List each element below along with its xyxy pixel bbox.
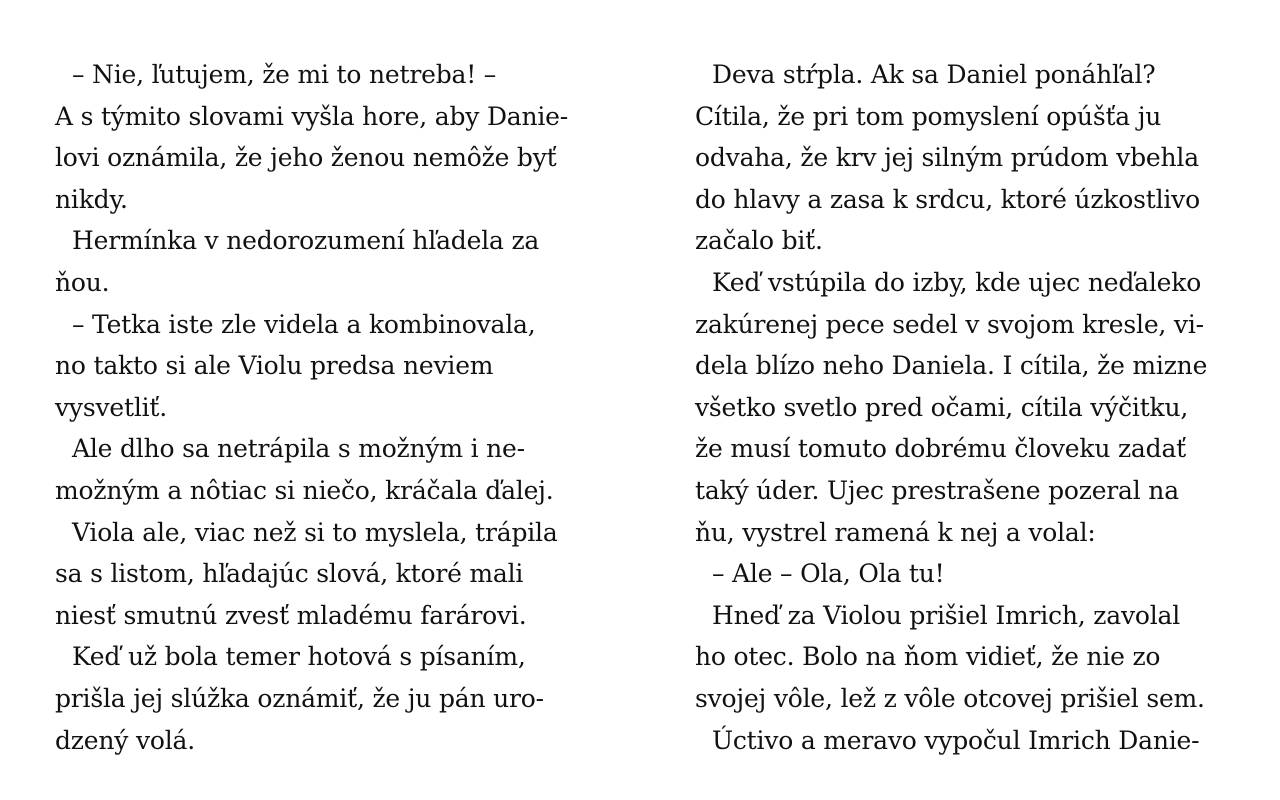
text-line: že musí tomuto dobrému človeku zadať	[695, 434, 1186, 464]
text-line: ňou.	[55, 267, 110, 297]
text-line: všetko svetlo pred očami, cítila výčitku,	[695, 392, 1189, 422]
text-line: začalo biť.	[695, 226, 823, 256]
left-page[interactable]	[55, 54, 615, 761]
text-line: Hermínka v nedorozumení hľadela za	[72, 226, 540, 256]
text-line: nikdy.	[55, 184, 128, 214]
text-line: vysvetliť.	[55, 392, 168, 422]
text-line: odvaha, že krv jej silným prúdom vbehla	[695, 143, 1199, 173]
text-line: Keď už bola temer hotová s písaním,	[72, 642, 526, 672]
text-line: ňu, vystrel ramená k nej a volal:	[695, 517, 1096, 547]
text-line: svojej vôle, lež z vôle otcovej prišiel sem.	[695, 683, 1205, 713]
text-line: – Ale – Ola, Ola tu!	[712, 559, 945, 589]
text-line: prišla jej slúžka oznámiť, že ju pán uro-	[55, 683, 544, 713]
text-line: Hneď za Violou prišiel Imrich, zavolal	[712, 600, 1181, 630]
text-line: Ale dlho sa netrápila s možným i ne-	[72, 434, 525, 464]
text-line: dzený volá.	[55, 725, 195, 755]
text-line: zakúrenej pece sedel v svojom kresle, vi-	[695, 309, 1204, 339]
right-page[interactable]	[695, 54, 1255, 761]
text-line: sa s listom, hľadajúc slová, ktoré mali	[55, 559, 524, 589]
text-line: Deva stŕpla. Ak sa Daniel ponáhľal?	[712, 60, 1156, 89]
text-line: – Nie, ľutujem, že mi to netreba! –	[72, 60, 497, 89]
text-line: A s týmito slovami vyšla hore, aby Danie-	[55, 101, 569, 131]
text-line: lovi oznámila, že jeho ženou nemôže byť	[55, 143, 557, 173]
text-line: Cítila, že pri tom pomyslení opúšťa ju	[695, 101, 1162, 131]
text-line: dela blízo neho Daniela. I cítila, že mizne	[695, 351, 1208, 381]
text-line: taký úder. Ujec prestrašene pozeral na	[695, 475, 1179, 505]
text-line: – Tetka iste zle videla a kombinovala,	[72, 309, 536, 339]
text-line: do hlavy a zasa k srdcu, ktoré úzkostlivo	[695, 184, 1200, 214]
text-line: možným a nôtiac si niečo, kráčala ďalej.	[55, 475, 554, 505]
text-line: Úctivo a meravo vypočul Imrich Danie-	[712, 725, 1200, 755]
text-line: no takto si ale Violu predsa neviem	[55, 351, 494, 381]
text-line: niesť smutnú zvesť mladému farárovi.	[55, 600, 527, 630]
text-line: ho otec. Bolo na ňom vidieť, že nie zo	[695, 642, 1161, 672]
text-line: Viola ale, viac než si to myslela, trápila	[72, 517, 558, 547]
text-line: Keď vstúpila do izby, kde ujec neďaleko	[712, 267, 1202, 297]
